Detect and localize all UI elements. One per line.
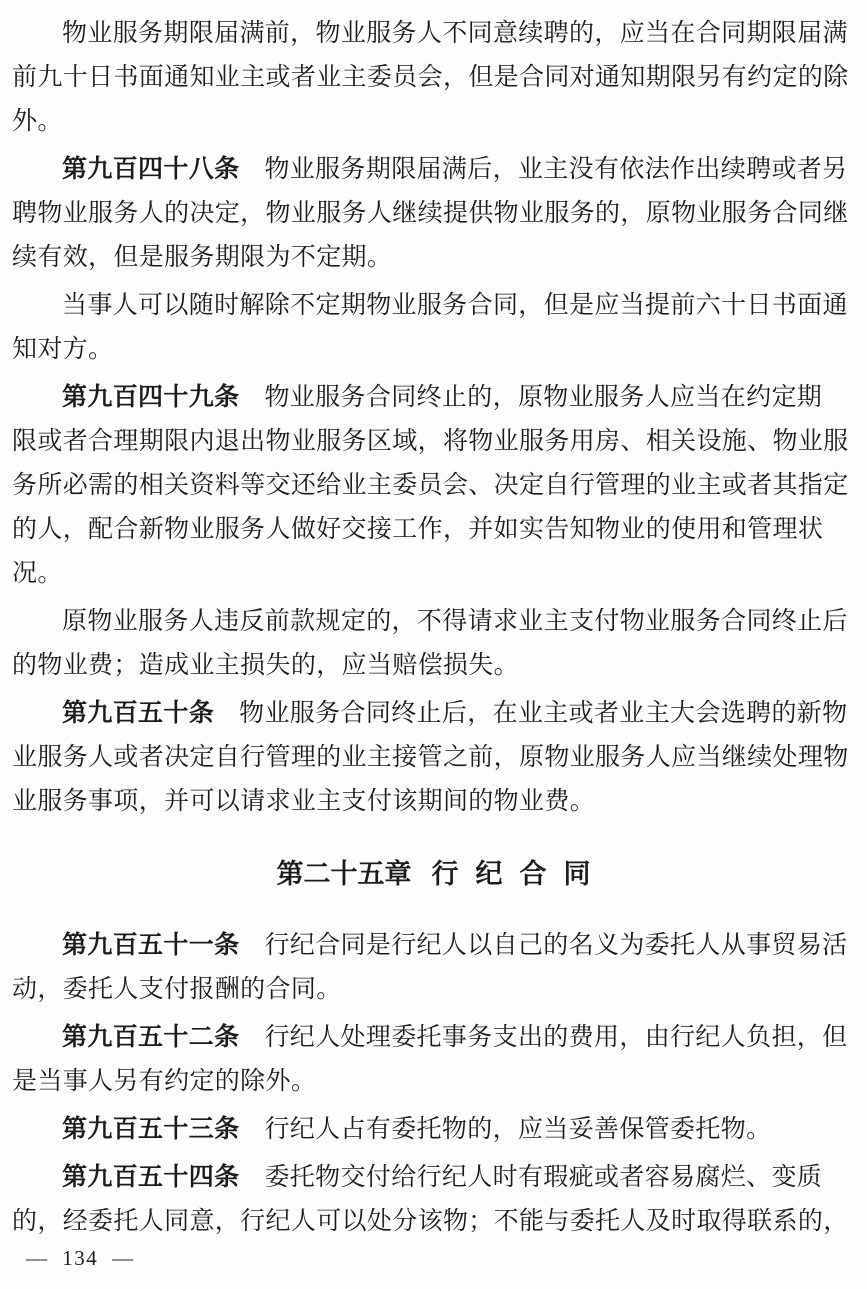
text-line <box>12 692 855 736</box>
article-paragraph <box>12 1108 855 1152</box>
article-number: 第九百五十一条 <box>62 932 240 959</box>
text-line <box>12 1108 855 1152</box>
article-lead-text: 行纪人占有委托物的，应当妥善保管委托物。 <box>264 1116 772 1143</box>
article-lead-text: 物业服务期限届满后，业主没有依法作出续聘或者另 <box>264 156 848 183</box>
text-line <box>12 148 855 192</box>
text-line <box>12 1016 855 1060</box>
text-line: 聘物业服务人的决定，物业服务人继续提供物业服务的，原物业服务合同继 <box>12 200 849 227</box>
text-line: 知对方。 <box>12 336 114 363</box>
article-number: 第九百四十九条 <box>62 384 240 411</box>
text-line: 前九十日书面通知业主或者业主委员会，但是合同对通知期限另有约定的除 <box>12 64 849 91</box>
article-number: 第九百五十二条 <box>62 1024 240 1051</box>
text-line: 外。 <box>12 108 63 135</box>
chapter-number: 第二十五章 <box>276 859 412 889</box>
article-paragraph <box>12 924 855 1012</box>
article-number: 第九百五十三条 <box>62 1116 240 1143</box>
article-paragraph <box>12 376 855 596</box>
article-number: 第九百五十四条 <box>62 1164 240 1191</box>
text-line: 续有效，但是服务期限为不定期。 <box>12 244 393 271</box>
text-line: 的人，配合新物业服务人做好交接工作，并如实告知物业的使用和管理状 <box>12 516 824 543</box>
text-line: 业服务人或者决定自行管理的业主接管之前，原物业服务人应当继续处理物 <box>12 744 849 771</box>
paragraph <box>12 284 855 372</box>
text-line: 原物业服务人违反前款规定的，不得请求业主支付物业服务合同终止后 <box>62 608 848 635</box>
text-line: 况。 <box>12 560 63 587</box>
text-line: 业服务事项，并可以请求业主支付该期间的物业费。 <box>12 788 596 815</box>
article-paragraph <box>12 1016 855 1104</box>
text-line <box>12 1156 855 1200</box>
chapter-title: 行纪合同 <box>431 859 608 889</box>
article-paragraph <box>12 692 855 824</box>
text-line: 物业服务期限届满前，物业服务人不同意续聘的，应当在合同期限届满 <box>62 20 848 47</box>
article-paragraph <box>12 1156 855 1244</box>
paragraph <box>12 600 855 688</box>
article-lead-text: 物业服务合同终止的，原物业服务人应当在约定期 <box>264 384 823 411</box>
article-lead-text: 行纪合同是行纪人以自己的名义为委托人从事贸易活 <box>264 932 848 959</box>
article-number: 第九百五十条 <box>62 700 215 727</box>
article-lead-text: 委托物交付给行纪人时有瑕疵或者容易腐烂、变质 <box>264 1164 823 1191</box>
text-line: 是当事人另有约定的除外。 <box>12 1068 317 1095</box>
paragraph <box>12 12 855 144</box>
text-line: 动，委托人支付报酬的合同。 <box>12 976 342 1003</box>
article-lead-text: 行纪人处理委托事务支出的费用，由行纪人负担，但 <box>264 1024 848 1051</box>
text-line: 的，经委托人同意，行纪人可以处分该物；不能与委托人及时取得联系的， <box>12 1208 849 1235</box>
text-line: 限或者合理期限内退出物业服务区域，将物业服务用房、相关设施、物业服 <box>12 428 849 455</box>
text-line: 的物业费；造成业主损失的，应当赔偿损失。 <box>12 652 520 679</box>
page-number: — 134 — <box>26 1246 135 1270</box>
text-line: 当事人可以随时解除不定期物业服务合同，但是应当提前六十日书面通 <box>62 292 848 319</box>
chapter-heading <box>12 852 855 896</box>
text-line <box>12 376 855 420</box>
text-line <box>12 924 855 968</box>
article-paragraph <box>12 148 855 280</box>
text-line: 务所必需的相关资料等交还给业主委员会、决定自行管理的业主或者其指定 <box>12 472 849 499</box>
article-lead-text: 物业服务合同终止后，在业主或者业主大会选聘的新物 <box>239 700 848 727</box>
article-number: 第九百四十八条 <box>62 156 240 183</box>
